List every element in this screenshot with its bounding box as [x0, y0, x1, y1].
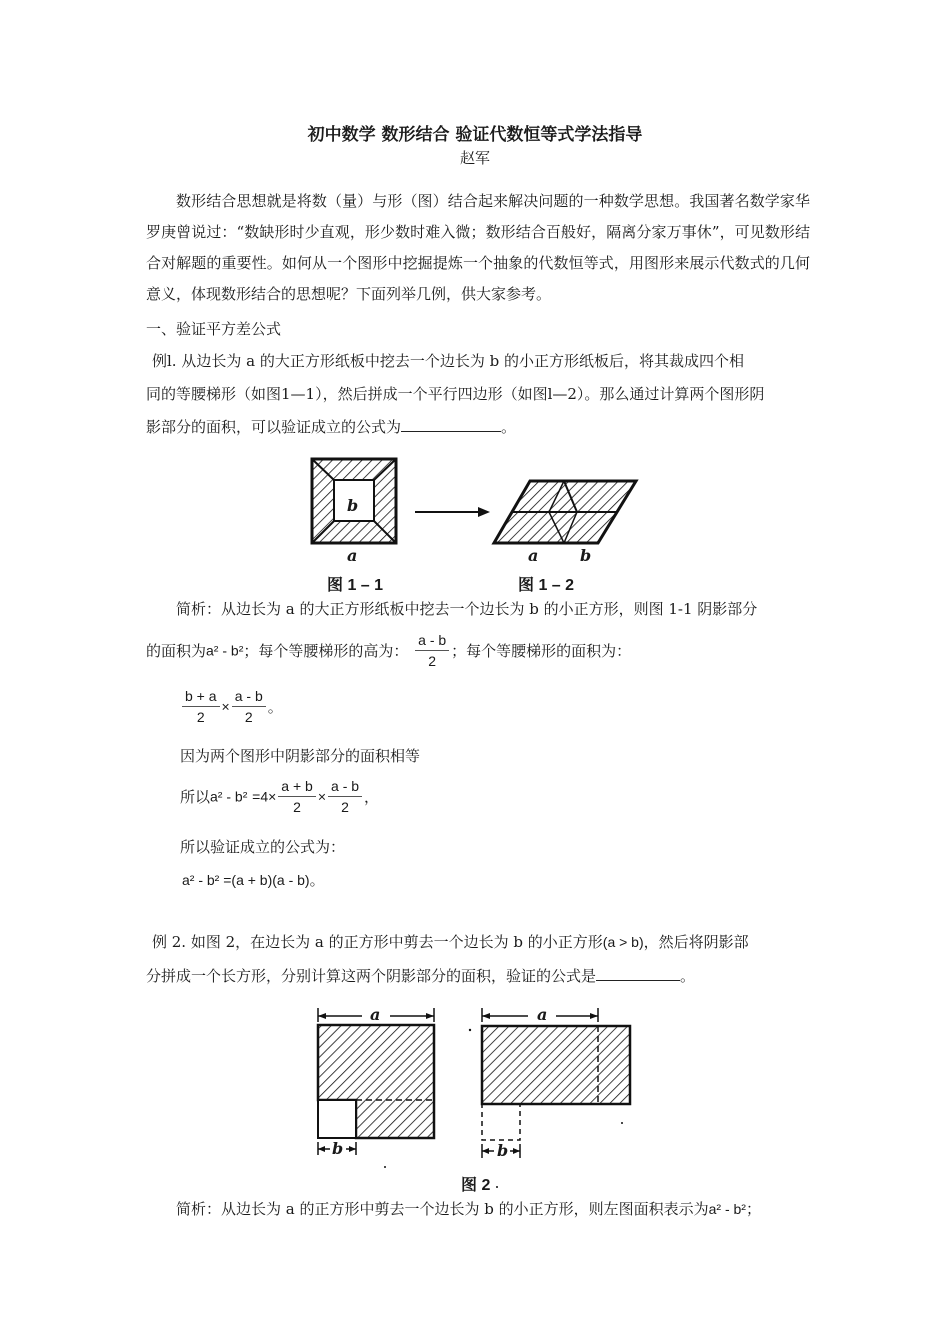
example1-line1: 例l. 从边长为 a 的大正方形纸板中挖去一个边长为 b 的小正方形纸板后，将其裁成四个相	[152, 352, 744, 370]
frac-den: 2	[244, 709, 253, 725]
because-line: 因为两个图形中阴影部分的面积相等	[180, 747, 421, 765]
example1-line3-end: 。	[501, 418, 517, 436]
analysis2-line	[176, 1198, 761, 1219]
fig1-caption-right: 图 1 – 2	[518, 577, 575, 594]
times-sign: ×	[221, 698, 230, 715]
section-heading-1: 一、验证平方差公式	[146, 320, 282, 338]
so-text: 所以	[180, 788, 211, 806]
frac-num: b + a	[182, 688, 220, 707]
times-sign: ×	[268, 788, 277, 805]
fig2-caption: 图 2	[461, 1177, 491, 1194]
fig1-label-b-right: b	[580, 546, 592, 565]
analysis1-line2-a: 的面积为	[146, 642, 207, 660]
fig1-caption-left: 图 1 – 1	[327, 577, 384, 594]
frac-den: 2	[293, 799, 301, 815]
frac-num: a + b	[278, 778, 316, 797]
frac-den: 2	[341, 799, 349, 815]
analysis1-line2-c: ；每个等腰梯形的面积为：	[451, 642, 632, 660]
frac-den: 2	[196, 709, 205, 725]
frac-height-den: 2	[428, 653, 437, 669]
analysis1-line2-b: ；每个等腰梯形的高为：	[243, 642, 409, 660]
math-a2-b2-1: a² - b²	[206, 642, 244, 659]
eq-four: =4	[252, 788, 269, 805]
fig1-label-a-left: a	[347, 546, 358, 565]
analysis2-text: 简析：从边长为 a 的正方形中剪去一个边长为 b 的小正方形，则左图面积表示为	[176, 1200, 709, 1218]
period: 。	[309, 871, 325, 889]
example2-line1-b: ，然后将阴影部	[643, 933, 749, 951]
fig2-label-b-left: b	[332, 1139, 344, 1158]
final-formula-math: a² - b² =(a + b)(a - b)	[182, 872, 310, 888]
fig2-cut-square	[318, 1100, 356, 1138]
doc-title: 初中数学 数形结合 验证代数恒等式学法指导	[307, 125, 643, 145]
period: 。	[267, 698, 283, 716]
frac-num: a - b	[232, 688, 266, 707]
times-sign: ×	[317, 788, 327, 805]
example2-line2-end: 。	[680, 967, 696, 985]
fig1-label-a-right: a	[528, 546, 539, 565]
fig2-label-a-left: a	[370, 1005, 381, 1024]
frac-num: a - b	[328, 778, 362, 797]
math-a2-b2-2: a² - b²	[210, 788, 248, 805]
example1-line2: 同的等腰梯形（如图1—1），然后拼成一个平行四边形（如图l—2）。那么通过计算两个图形阴	[146, 385, 765, 403]
example2-line2-text: 分拼成一个长方形，分别计算这两个阴影部分的面积，验证的公式是	[146, 967, 597, 985]
fig2-label-b-right: b	[497, 1141, 509, 1160]
fig2-rectangle	[482, 1026, 630, 1104]
fig1-label-b: b	[347, 496, 359, 515]
example2-line1-a: 例 2. 如图 2，在边长为 a 的正方形中剪去一个边长为 b 的小正方形	[152, 933, 603, 951]
comma: ，	[364, 788, 380, 806]
example1-line3-text: 影部分的面积，可以验证成立的公式为	[146, 418, 402, 436]
math-a-gt-b: (a > b)	[602, 934, 644, 950]
intro-paragraph: 数形结合思想就是将数（量）与形（图）结合起来解决问题的一种数学思想。我国著名数学家华罗庚曾说过：“数缺形时少直观，形少数时难入微；数形结合百般好，隔离分家万事休”，可见数形结合对解题的重要性。如何从一个图形中挖掘提炼一个抽象的代数恒等式，用图形来展示代数式的几何意义，体现数形结合的思想呢？下面列举几例，供大家参考。	[146, 192, 810, 303]
math-a2-b2-3: a² - b²	[708, 1201, 746, 1217]
fig2-dashed-square	[482, 1104, 520, 1140]
so-line-2: 所以验证成立的公式为：	[180, 838, 346, 856]
frac-height-num: a - b	[415, 632, 449, 651]
analysis1-line1: 简析：从边长为 a 的大正方形纸板中挖去一个边长为 b 的小正方形，则图 1-1 阴影部分	[176, 600, 758, 618]
analysis2-end: ；	[745, 1200, 761, 1218]
fig2-label-a-right: a	[537, 1005, 548, 1024]
doc-author: 赵军	[459, 149, 490, 167]
